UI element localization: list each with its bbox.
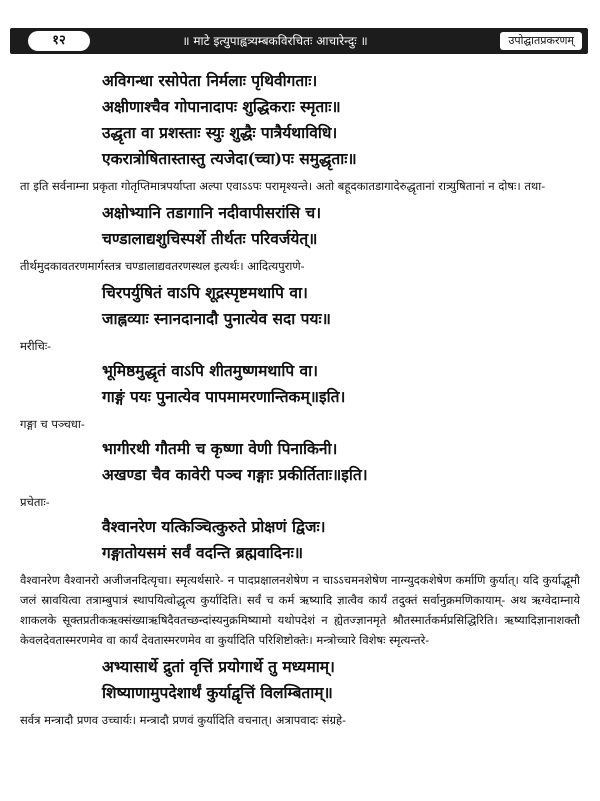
source-attribution: प्रचेताः- [20,495,50,509]
verse-line: एकरात्रोषितास्तास्तु त्यजेदा(च्चा)पः समुद्धृताः॥ [102,149,357,168]
verse-line: भूमिष्ठमुद्धृतं वाऽपि शीतमुष्णमथापि वा। [102,361,319,380]
verse-line: शिष्याणामुपदेशार्थं कुर्याद्वृत्तिं विलम्बिताम्॥ [102,683,333,702]
verse-line: अक्षीणाश्चैव गोपानादापः शुद्धिकराः स्मृताः॥ [102,97,341,116]
verse-block-3 [20,280,580,332]
commentary-paragraph: वैश्वानरेण वैश्वानरो अजीजनदित्यृचा। स्मृत्यर्थसारे- न पादप्रक्षालनशेषेण न चाऽऽचमनशेषेण नाग्न्युदकशेषेण कर्माणि कुर्यात्। यदि कुर्याद्भूमौ जलं स्रावयित्वा तत्राम्बुपात्रं स्थापयित्वोद्धृत्य कुर्यादिति। सर्वं च कर्म ऋष्यादि ज्ञात्वैव कार्यं तदुक्तं सर्वानुक्रमणिकायाम्- अथ ऋग्वेदाम्नाये शाकलके सूक्तप्रतीकऋक्संख्याऋषिदैवतच्छन्दांस्यनुक्रमिष्यामो यथोपदेशं न ह्येतज्ज्ञानमृते श्रौतस्मार्तकर्मप्रसिद्धिरिति। ऋष्यादिज्ञानाशक्तौ केवलदेवतास्मरणमेव वा कार्यं देवतास्मरणमेव वा कुर्यादिति परिशिष्टोक्तेः। मन्त्रोच्चारे विशेषः स्मृत्यन्तरे- [20,573,580,647]
source-attribution: मरीचिः- [20,339,52,353]
verse-line: भागीरथी गौतमी च कृष्णा वेणी पिनाकिनी। [102,439,338,458]
verse-line: अखण्डा चैव कावेरी पञ्च गङ्गाः प्रकीर्तिताः॥इति। [102,465,368,484]
verse-line: गाङ्गं पयः पुनात्येव पापमामरणान्तिकम्॥इति। [102,387,346,406]
verse-line: चिरपर्युषितं वाऽपि शूद्रस्पृष्टमथापि वा। [102,283,308,302]
verse-block-6 [20,514,580,566]
commentary-paragraph: तीर्थमुदकावतरणमार्गस्तत्र चण्डालाद्यवतरणस्थल इत्यर्थः। आदित्यपुराणे- [20,259,305,273]
verse-line: अक्षोभ्यानि तडागानि नदीवापीसरांसि च। [102,203,322,222]
page-body [20,68,580,734]
page-header [10,28,588,54]
running-title: ॥ माटे इत्युपाह्वत्र्यम्बकविरचितः आचारेन्दुः ॥ [182,34,368,48]
section-label: उपोद्घातप्रकरणम् [500,32,582,50]
verse-line: उद्धृता वा प्रशस्ताः स्युः शुद्धैः पात्रैर्यथाविधि। [102,123,338,142]
commentary-paragraph: ता इति सर्वनाम्ना प्रकृता गोतृप्तिमात्रपर्याप्ता अल्पा एवाऽऽपः परामृश्यन्ते। अतो बहूदकातडागादेरुद्धृतानां रात्र्युषितानां न दोषः। तथा- [20,179,546,193]
verse-block-5 [20,436,580,488]
verse-block-2 [20,200,580,252]
verse-line: अविगन्धा रसोपेता निर्मलाः पृथिवीगताः। [102,71,318,90]
verse-line: वैश्वानरेण यत्किञ्चित्कुरुते प्रोक्षणं द्विजः। [102,517,326,536]
verse-line: चण्डालाद्यशुचिस्पर्शे तीर्थतः परिवर्जयेत्॥ [102,229,318,248]
source-attribution: गङ्गा च पञ्चधा- [20,417,85,431]
verse-line: अभ्यासार्थे द्रुतां वृत्तिं प्रयोगार्थे तु मध्यमाम्। [102,657,335,676]
verse-block-7 [20,654,580,706]
verse-line: गङ्गातोयसमं सर्वं वदन्ति ब्रह्मवादिनः॥ [102,543,304,562]
verse-block-1 [20,68,580,172]
page-number: १२ [28,31,90,51]
commentary-paragraph: सर्वत्र मन्त्रादौ प्रणव उच्चार्यः। मन्त्रादौ प्रणवं कुर्यादिति वचनात्। अत्रापवादः संग्रहे- [20,713,347,727]
verse-line: जाह्नव्याः स्नानदानादौ पुनात्येव सदा पयः॥ [102,309,331,328]
verse-block-4 [20,358,580,410]
